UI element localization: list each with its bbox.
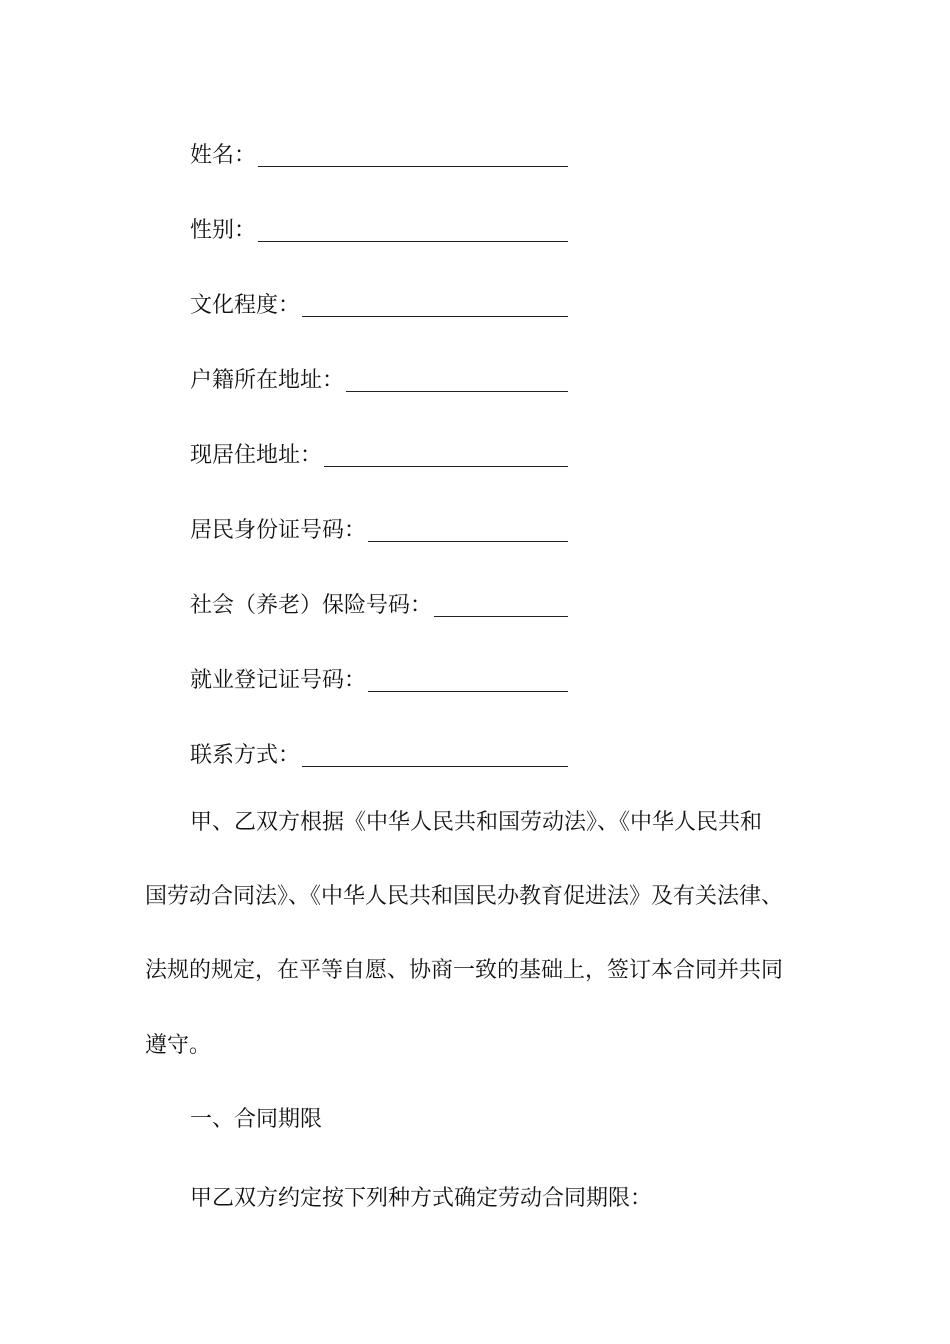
employment-cert-field	[190, 655, 568, 695]
name-field	[190, 130, 568, 170]
education-field	[190, 280, 568, 320]
contact-field	[190, 730, 568, 770]
contact-blank[interactable]	[302, 746, 568, 767]
intro-line-3: 法规的规定，在平等自愿、协商一致的基础上，签订本合同并共同	[145, 958, 784, 983]
id-number-field	[190, 505, 568, 545]
name-label: 姓名：	[190, 143, 257, 168]
household-address-label: 户籍所在地址：	[190, 368, 345, 393]
gender-blank[interactable]	[258, 221, 568, 242]
gender-field	[190, 205, 568, 245]
insurance-number-blank[interactable]	[434, 596, 568, 617]
employment-cert-label: 就业登记证号码：	[190, 668, 367, 693]
household-address-blank[interactable]	[346, 371, 568, 392]
education-label: 文化程度：	[190, 293, 301, 318]
section-text: 甲乙双方约定按下列种方式确定劳动合同期限：	[190, 1186, 653, 1211]
current-address-blank[interactable]	[324, 446, 568, 467]
intro-line-4: 遵守。	[145, 1033, 212, 1058]
education-blank[interactable]	[302, 296, 568, 317]
employment-cert-blank[interactable]	[368, 671, 568, 692]
gender-label: 性别：	[190, 218, 257, 243]
current-address-field	[190, 430, 568, 470]
section-heading: 一、合同期限	[190, 1107, 323, 1132]
current-address-label: 现居住地址：	[190, 443, 323, 468]
intro-line-2: 国劳动合同法》、《中华人民共和国民办教育促进法》及有关法律、	[145, 884, 784, 909]
name-blank[interactable]	[258, 146, 568, 167]
insurance-number-label: 社会（养老）保险号码：	[190, 593, 433, 618]
id-number-blank[interactable]	[368, 521, 568, 542]
insurance-number-field	[190, 580, 568, 620]
contact-label: 联系方式：	[190, 743, 301, 768]
id-number-label: 居民身份证号码：	[190, 518, 367, 543]
household-address-field	[190, 355, 568, 395]
intro-line-1: 甲、乙双方根据《中华人民共和国劳动法》、《中华人民共和	[190, 810, 763, 835]
